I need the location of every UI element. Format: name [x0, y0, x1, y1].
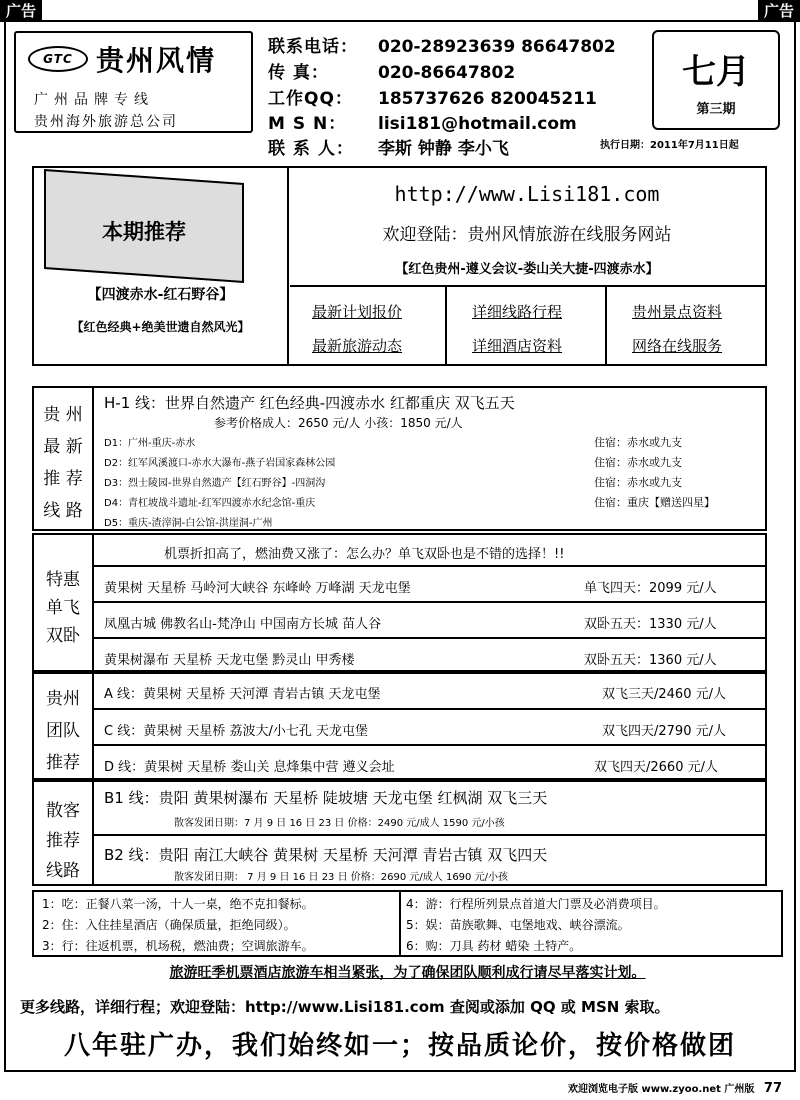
link-itinerary[interactable]: 详细线路行程	[472, 303, 563, 321]
quick-links	[290, 285, 765, 364]
link-hotels[interactable]: 详细酒店资料	[472, 337, 563, 355]
divider	[605, 287, 607, 364]
day-stay: 住宿：赤水或九支	[594, 436, 682, 449]
offer-price: 双卧五天：1330 元/人	[584, 617, 717, 632]
divider	[399, 892, 401, 955]
offer-route: 凤凰古城 佛教名山-梵净山 中国南方长城 苗人谷	[104, 617, 382, 632]
issue-period: 第三期	[696, 102, 736, 117]
contact-fax: 传 真： 020-86647802	[268, 63, 516, 83]
offer-price: 单飞四天：2099 元/人	[584, 581, 717, 596]
site-url[interactable]: http://www.Lisi181.com	[394, 182, 660, 206]
issue-month: 七月	[682, 52, 750, 92]
footer-edition: 广州版	[724, 1084, 755, 1095]
day-plan: D1：广州-重庆-赤水	[104, 438, 196, 449]
group-route: D 线：黄果树 天星桥 娄山关 息烽集中营 遵义会址	[104, 760, 395, 775]
section-label: 散客 推荐 线路	[34, 782, 94, 884]
page-number: 77	[763, 1081, 782, 1096]
route-price: 参考价格成人：2650 元/人 小孩：1850 元/人	[214, 416, 463, 430]
exec-date: 执行日期：2011年7月11日起	[600, 140, 739, 151]
day-plan: D4：青杠坡战斗遗址-红军四渡赤水纪念馆-重庆	[104, 498, 316, 509]
logo-company: 贵州海外旅游总公司	[34, 114, 178, 130]
featured-left	[34, 168, 289, 364]
route-b2-dates: 散客发团日期： 7 月 9 日 16 日 23 日 价格：2690 元/成人 1690 元/小孩	[174, 872, 508, 883]
featured-heading: 本期推荐	[102, 220, 186, 244]
link-travel-news[interactable]: 最新旅游动态	[312, 337, 403, 355]
group-row	[94, 674, 765, 708]
featured-panel	[32, 166, 767, 366]
offer-route: 黄果树 天星桥 马岭河大峡谷 东峰岭 万峰湖 天龙屯堡	[104, 581, 411, 596]
section-group-tours	[32, 672, 767, 780]
section-label: 贵州 团队 推荐	[34, 674, 94, 778]
page-footer	[568, 1080, 782, 1096]
day-stay: 住宿：重庆【赠送四星】	[594, 496, 715, 509]
logo-slogan: 广州品牌专线	[34, 92, 154, 108]
section-label: 特惠 单飞 双卧	[34, 535, 94, 670]
company-logo	[14, 31, 253, 133]
route-b1-dates: 散客发团日期：7 月 9 日 16 日 23 日 价格：2490 元/成人 1590 元/小孩	[174, 818, 505, 829]
offer-price: 双卧五天：1360 元/人	[584, 653, 717, 668]
service-tips	[32, 890, 783, 957]
divider	[445, 287, 447, 364]
link-attractions[interactable]: 贵州景点资料	[632, 303, 723, 321]
group-price: 双飞四天/2790 元/人	[602, 724, 726, 739]
ad-tag-right: 广告	[758, 0, 800, 22]
offer-row	[94, 637, 765, 672]
booking-notice: 旅游旺季机票酒店旅游车相当紧张，为了确保团队顺利成行请尽早落实计划。	[169, 965, 646, 981]
group-route: C 线：黄果树 天星桥 荔波大/小七孔 天龙屯堡	[104, 724, 368, 739]
offer-row	[94, 601, 765, 637]
tip-item: 3：行：往返机票，机场税，燃油费；空调旅游车。	[42, 939, 314, 953]
footer-site[interactable]: 欢迎浏览电子版 www.zyoo.net	[568, 1084, 721, 1095]
group-price: 双飞三天/2460 元/人	[602, 687, 726, 702]
logo-emblem: GTC	[28, 46, 88, 72]
group-row	[94, 708, 765, 744]
group-row	[94, 744, 765, 780]
day-stay: 住宿：赤水或九支	[594, 456, 682, 469]
featured-subtag: 【红色经典+绝美世遗自然风光】	[71, 320, 250, 334]
route-b2: B2 线：贵阳 南江大峡谷 黄果树 天星桥 天河潭 青岩古镇 双飞四天	[104, 846, 548, 864]
tip-item: 5：娱：苗族歌舞、屯堡地戏、峡谷漂流。	[406, 918, 630, 932]
route-banner: 【红色贵州-遵义会议-娄山关大捷-四渡赤水】	[395, 262, 659, 277]
tip-item: 4：游：行程所列景点首道大门票及必消费项目。	[406, 897, 666, 911]
contact-phone: 联系电话： 020-28923639 86647802	[268, 37, 616, 57]
link-online-service[interactable]: 网络在线服务	[632, 337, 723, 355]
site-welcome: 欢迎登陆：贵州风情旅游在线服务网站	[382, 225, 672, 245]
section-label: 贵 州 最 新 推 荐 线 路	[34, 388, 94, 529]
featured-tag: 【四渡赤水-红石野谷】	[87, 287, 234, 303]
day-plan: D5：重庆-渣滓洞-白公馆-洪崖洞-广州	[104, 518, 273, 529]
logo-title: 贵州风情	[96, 44, 217, 77]
ad-tag-left: 广告	[0, 0, 42, 22]
tip-item: 2：住：入住挂星酒店（确保质量，拒绝同级）。	[42, 918, 296, 932]
section-latest-routes	[32, 386, 767, 531]
group-route: A 线：黄果树 天星桥 天河潭 青岩古镇 天龙屯堡	[104, 687, 381, 702]
route-b1: B1 线：贵阳 黄果树瀑布 天星桥 陡坡塘 天龙屯堡 红枫湖 双飞三天	[104, 789, 548, 807]
day-plan: D2：红军风溪渡口-赤水大瀑布-燕子岩国家森林公园	[104, 458, 336, 469]
company-slogan: 八年驻广办，我们始终如一；按品质论价，按价格做团	[63, 1031, 736, 1061]
link-latest-quotes[interactable]: 最新计划报价	[312, 303, 403, 321]
group-price: 双飞四天/2660 元/人	[594, 760, 718, 775]
day-stay: 住宿：赤水或九支	[594, 476, 682, 489]
route-title: H-1 线：世界自然遗产 红色经典-四渡赤水 红都重庆 双飞五天	[104, 394, 515, 412]
tip-item: 6：购：刀具 药材 蜡染 土特产。	[406, 939, 582, 953]
section-individual-tours	[32, 780, 767, 886]
more-info-notice[interactable]: 更多线路，详细行程；欢迎登陆：http://www.Lisi181.com 查阅或添加 QQ 或 MSN 索取。	[20, 998, 670, 1016]
section-special-offers	[32, 533, 767, 672]
featured-heading-box	[44, 169, 244, 283]
tip-item: 1：吃：正餐八菜一汤，十人一桌，绝不克扣餐标。	[42, 897, 314, 911]
offer-route: 黄果树瀑布 天星桥 天龙屯堡 黔灵山 甲秀楼	[104, 653, 355, 668]
contact-msn: M S N： lisi181@hotmail.com	[268, 114, 577, 134]
issue-badge	[652, 30, 780, 130]
offer-row	[94, 565, 765, 601]
day-plan: D3：烈士陵园-世界自然遗产【红石野谷】-四洞沟	[104, 478, 326, 489]
contact-qq: 工作QQ： 185737626 820045211	[268, 89, 597, 109]
route-b2-row	[94, 834, 765, 886]
contact-person: 联 系 人： 李斯 钟静 李小飞	[268, 139, 509, 159]
offer-banner: 机票折扣高了，燃油费又涨了：怎么办？单飞双卧也是不错的选择！!!	[164, 547, 565, 562]
